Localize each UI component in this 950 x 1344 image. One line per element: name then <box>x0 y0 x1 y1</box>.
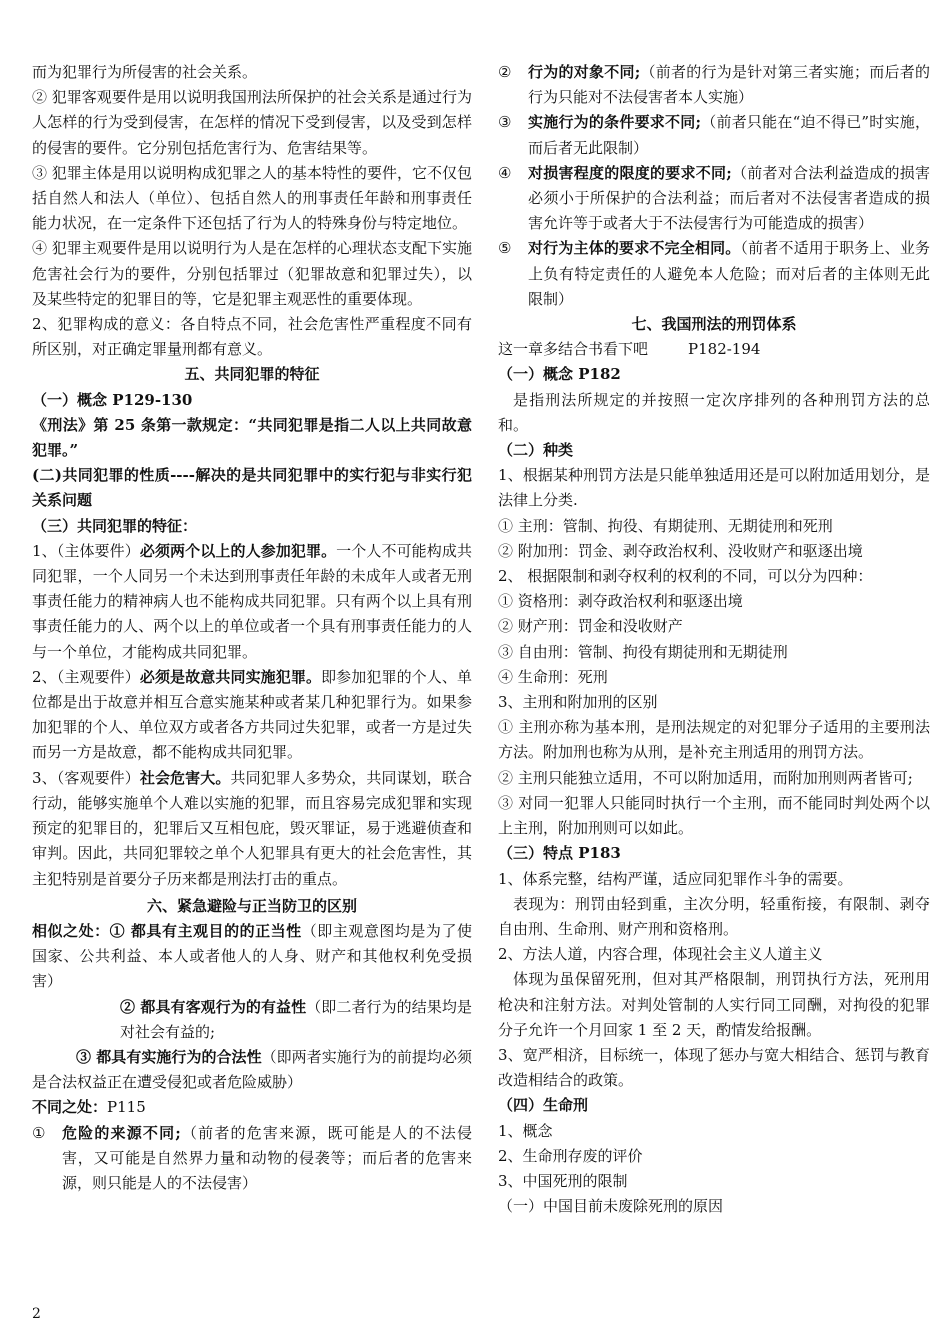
item-text: （前者只能在“迫不得已”时实施，而后者无此限制） <box>528 113 930 157</box>
subheading: （二）种类 <box>498 441 574 460</box>
right-column <box>498 60 930 1219</box>
difference-item <box>498 236 930 312</box>
item-bold: 行为的对象不同; <box>528 63 641 81</box>
difference-item <box>32 1121 472 1197</box>
list-item: 2、生命刑存废的评价 <box>498 1146 643 1165</box>
item-number: ① <box>32 1123 46 1142</box>
feature-item <box>32 539 472 665</box>
subheading: （四）生命刑 <box>498 1096 589 1115</box>
item-number: ④ <box>498 163 512 182</box>
item-text: （前者的行为是针对第三者实施；而后者的行为只能对不法侵害者本人实施） <box>528 63 930 107</box>
list-item: （一）中国目前未废除死刑的原因 <box>498 1197 724 1216</box>
list-item: ② 主刑只能独立适用，不可以附加适用，而附加刑则两者皆可; <box>498 768 913 787</box>
item-number: ③ <box>498 113 512 132</box>
list-item: ② 附加刑：罚金、剥夺政治权利、没收财产和驱逐出境 <box>498 541 863 560</box>
feature-item <box>32 665 472 766</box>
list-item: ③ 自由刑：管制、拘役有期徒刑和无期徒刑 <box>498 642 788 661</box>
item-number: ⑤ <box>498 239 512 258</box>
list-item: ② 财产刑：罚金和没收财产 <box>498 617 683 636</box>
paragraph: 表现为：刑罚由轻到重，主次分明，轻重衔接，有限制、剥夺自由刑、生命刑、财产刑和资格刑。 <box>498 894 930 938</box>
list-item: ① 资格刑：剥夺政治权利和驱逐出境 <box>498 592 743 611</box>
item-bold: 危险的来源不同; <box>62 1123 181 1142</box>
paragraph: 是指刑法所规定的并按照一定次序排列的各种刑罚方法的总和。 <box>498 390 930 434</box>
item-bold: 对损害程度的限度的要求不同; <box>528 163 732 182</box>
subheading: (二)共同犯罪的性质----解决的是共同犯罪中的实行犯与非实行犯关系问题 <box>32 466 472 510</box>
subheading: （三）共同犯罪的特征： <box>32 516 198 535</box>
item-prefix: 2、（主观要件） <box>32 667 140 686</box>
difference-heading <box>32 1095 472 1120</box>
item-text: （即两者实施行为的前提均必须是合法权益正在遭受侵犯或者危险威胁） <box>32 1047 472 1092</box>
item-bold: 必须两个以上的人参加犯罪。 <box>139 541 337 560</box>
list-item: ① 主刑亦称为基本刑，是刑法规定的对犯罪分子适用的主要刑法方法。附加刑也称为从刑，是补充主刑适用的刑罚方法。 <box>498 718 930 762</box>
paragraph: ③ 犯罪主体是用以说明构成犯罪之人的基本特性的要件，它不仅包括自然人和法人（单位）、包括自然人的刑事责任年龄和刑事责任能力状况，在一定条件下还包括了行为人的特殊身份与特定地位。 <box>32 163 472 233</box>
item-text: 一个人不可能构成共同犯罪，一个人同另一个未达到刑事责任年龄的未成年人或者无刑事责任能力的精神病人也不能构成共同犯罪。只有两个以上具有刑事责任能力的人、两个以上的单位或者一个具有刑事责任能力的人与一个单位，才能构成共同犯罪。 <box>32 541 472 661</box>
item-bold: ① 都具有主观目的的正当性 <box>109 921 302 940</box>
similarity-item <box>32 1045 472 1095</box>
list-item: ① 主刑：管制、拘役、有期徒刑、无期徒刑和死刑 <box>498 516 833 535</box>
feature-item <box>32 766 472 892</box>
paragraph: 1、根据某种刑罚方法是只能单独适用还是可以附加适用划分，是法律上分类. <box>498 466 930 510</box>
item-text: （前者不适用于职务上、业务上负有特定责任的人避免本人危险；而对后者的主体则无此限制） <box>528 239 930 308</box>
page-ref: P182-194 <box>688 340 761 359</box>
item-text: （即二者行为的结果均是对社会有益的; <box>120 997 472 1041</box>
section-heading: 五、共同犯罪的特征 <box>184 365 320 384</box>
law-quote: 《刑法》第 25 条第一款规定：“共同犯罪是指二人以上共同故意犯罪。” <box>32 415 472 460</box>
paragraph: 3、主刑和附加刑的区别 <box>498 693 658 712</box>
paragraph: 而为犯罪行为所侵害的社会关系。 <box>32 63 258 81</box>
similarity-item <box>32 919 472 995</box>
difference-label: 不同之处： <box>32 1098 108 1117</box>
intro-line <box>498 337 930 362</box>
paragraph: 2、犯罪构成的意义：各自特点不同，社会危害性严重程度不同有所区别，对正确定罪量刑都有意义。 <box>32 315 472 359</box>
difference-item <box>498 161 930 237</box>
item-bold: 对行为主体的要求不完全相同。 <box>528 239 741 258</box>
list-item: 1、概念 <box>498 1121 553 1140</box>
item-bold: 必须是故意共同实施犯罪。 <box>139 667 322 686</box>
list-item: 3、中国死刑的限制 <box>498 1171 628 1190</box>
paragraph: 2、方法人道，内容合理，体现社会主义人道主义 <box>498 945 823 964</box>
item-bold: ③ 都具有实施行为的合法性 <box>76 1047 262 1066</box>
left-column <box>32 60 472 1196</box>
section-heading: 七、我国刑法的刑罚体系 <box>631 315 797 334</box>
paragraph: ④ 犯罪主观要件是用以说明行为人是在怎样的心理状态支配下实施危害社会行为的要件，分别包括罪过（犯罪故意和犯罪过失），以及某些特定的犯罪目的等，它是犯罪主观恶性的重要体现。 <box>32 239 472 308</box>
item-text: （前者的危害来源，既可能是人的不法侵害，又可能是自然界力量和动物的侵袭等；而后者的危害来源，则只能是人的不法侵害） <box>62 1123 472 1192</box>
paragraph: ② 犯罪客观要件是用以说明我国刑法所保护的社会关系是通过行为人怎样的行为受到侵害，在怎样的情况下受到侵害，以及受到怎样的侵害的要件。它分别包括危害行为、危害结果等。 <box>32 88 472 157</box>
item-text: 即参加犯罪的个人、单位都是出于故意并相互合意实施某种或者某几种犯罪行为。如果参加犯罪的个人、单位双方或者各方共同过失犯罪，或者一方是过失而另一方是故意，都不能构成共同犯罪。 <box>32 667 472 762</box>
item-bold: ② 都具有客观行为的有益性 <box>120 997 307 1016</box>
page-number: 2 <box>32 1306 41 1322</box>
page-ref: P115 <box>107 1098 146 1117</box>
similarity-item <box>32 995 472 1045</box>
item-number: ② <box>498 63 512 81</box>
item-text: （即主观意图均是为了使国家、公共利益、本人或者他人的人身、财产和其他权利免受损害） <box>32 921 472 991</box>
similarity-label: 相似之处： <box>32 921 110 940</box>
section-heading: 六、紧急避险与正当防卫的区别 <box>146 896 357 915</box>
item-text: 共同犯罪人多势众，共同谋划，联合行动，能够实施单个人难以实施的犯罪，而且容易完成犯罪和实现预定的犯罪目的，犯罪后又互相包庇，毁灭罪证，易于逃避侦查和审判。因此，共同犯罪较之单个人犯罪具有更大的社会危害性，其主犯特别是首要分子历来都是刑法打击的重点。 <box>32 768 472 888</box>
item-bold: 社会危害大。 <box>139 768 231 787</box>
subheading: （三）特点 P183 <box>498 844 621 863</box>
item-prefix: 3、（客观要件） <box>32 768 140 787</box>
item-text: （前者对合法利益造成的损害必须小于所保护的合法利益；而后者对不法侵害者造成的损害允许等于或者大于不法侵害行为可能造成的损害） <box>528 163 930 233</box>
paragraph: 1、体系完整，结构严谨，适应同犯罪作斗争的需要。 <box>498 869 853 888</box>
paragraph: 体现为虽保留死刑，但对其严格限制，刑罚执行方法，死刑用枪决和注射方法。对判处管制的人实行同工同酬，对拘役的犯罪分子允许一个月回家 1 至 2 天，酌情发给报酬。 <box>498 970 930 1039</box>
intro-text: 这一章多结合书看下吧 <box>498 340 649 359</box>
list-item: ④ 生命刑：死刑 <box>498 667 608 686</box>
list-item: ③ 对同一犯罪人只能同时执行一个主刑，而不能同时判处两个以上主刑，附加刑则可以如此。 <box>498 793 930 838</box>
paragraph: 3、宽严相济，目标统一，体现了惩办与宽大相结合、惩罚与教育改造相结合的政策。 <box>498 1045 930 1090</box>
subheading: （一）概念 P182 <box>498 365 621 384</box>
difference-item <box>498 60 930 110</box>
difference-item <box>498 110 930 160</box>
paragraph: 2、 根据限制和剥夺权利的权利的不同，可以分为四种： <box>498 567 873 586</box>
item-bold: 实施行为的条件要求不同; <box>528 113 702 132</box>
subheading: （一）概念 P129-130 <box>32 390 193 409</box>
item-prefix: 1、（主体要件） <box>32 541 140 560</box>
